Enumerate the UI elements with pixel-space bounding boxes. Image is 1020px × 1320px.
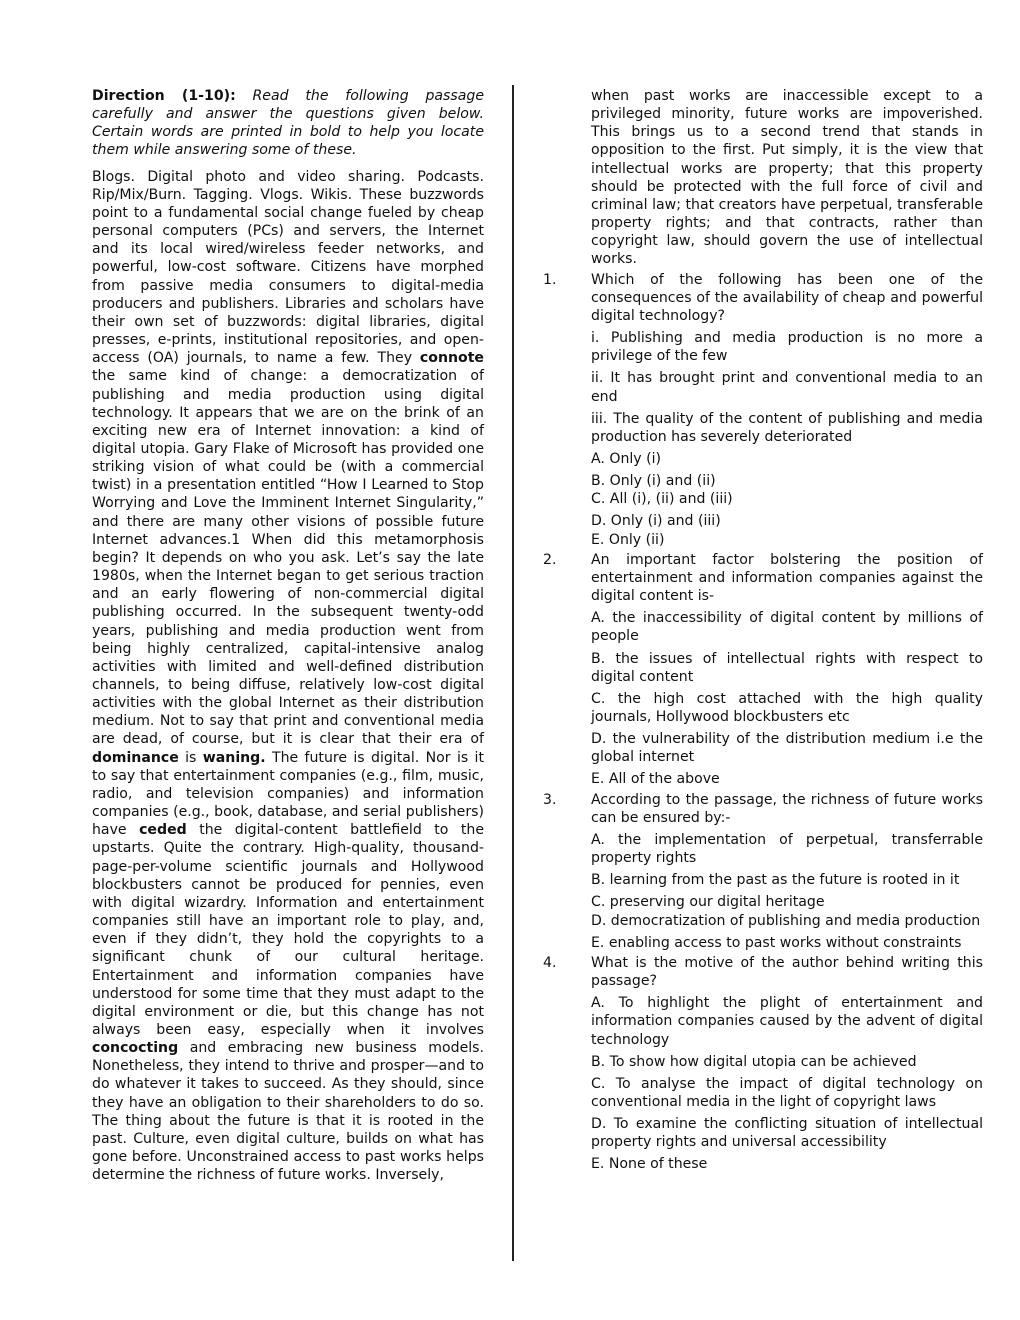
passage-text: and embracing new business models. Nonetheless, they intend to thrive and prosper—and to do whatever it takes to succeed. As they should, since they have an obligation to their shareholders to do so. The thing about the future is that it is rooted in the past. Culture, even digital culture, builds on what has gone before. Unconstrained access to past works helps determine the richness of future works. Inversely,	[92, 1040, 484, 1184]
answer-option-a[interactable]: A. To highlight the plight of entertainment and information companies caused by the advent of digital technology	[591, 995, 983, 1048]
bold-keyword: concocting	[92, 1040, 179, 1057]
question-statement: ii. It has brought print and conventional media to an end	[591, 370, 983, 405]
answer-option-c[interactable]: C. To analyse the impact of digital technology on conventional media in the light of copyright laws	[591, 1075, 983, 1110]
answer-option-e[interactable]: E. enabling access to past works without constraints	[591, 934, 962, 951]
bold-keyword: connote	[419, 350, 484, 367]
column-divider	[512, 85, 514, 1261]
bold-keyword: dominance	[92, 749, 179, 766]
question-text: What is the motive of the author behind writing this passage?	[591, 954, 983, 990]
answer-option-d[interactable]: D. Only (i) and (iii)	[591, 513, 721, 530]
passage-column	[92, 87, 484, 1184]
answer-option-b[interactable]: B. the issues of intellectual rights with respect to digital content	[591, 650, 983, 685]
answer-option-a[interactable]: A. the implementation of perpetual, transferrable property rights	[591, 831, 983, 867]
question-list	[543, 271, 983, 1174]
bold-keyword: waning.	[202, 749, 266, 766]
answer-option-c[interactable]: C. preserving our digital heritage	[591, 894, 825, 911]
question-1	[543, 271, 983, 549]
question-text: Which of the following has been one of the consequences of the availability of cheap and powerful digital technology?	[591, 271, 983, 324]
passage-continuation: when past works are inaccessible except to a privileged minority, future works are impoverished. This brings us to a second trend that stands in opposition to the first. Put simply, it is the view that intellectual works are property; that this property should be protected with the full force of civil and criminal law; that creators have perpetual, transferable property rights; and that contracts, rather than copyright law, should govern the use of intellectual works.	[591, 88, 983, 268]
direction-instructions	[92, 87, 484, 160]
answer-option-d[interactable]: D. the vulnerability of the distribution medium i.e the global internet	[591, 731, 983, 766]
answer-option-e[interactable]: E. None of these	[591, 1156, 708, 1173]
question-4	[543, 954, 983, 1174]
bold-keyword: ceded	[139, 822, 187, 839]
question-number: 4.	[543, 954, 557, 971]
passage-text: Blogs. Digital photo and video sharing. Podcasts. Rip/Mix/Burn. Tagging. Vlogs. Wikis. These buzzwords point to a fundamental social change fueled by cheap personal computers (PCs) and servers, the Internet and its local wired/wireless feeder networks, and powerful, low-cost software. Citizens have morphed from passive media consumers to digital-media producers and publishers. Libraries and scholars have their own set of buzzwords: digital libraries, digital presses, e-prints, institutional repositories, and open-access (OA) journals, to name a few. They	[92, 168, 484, 367]
passage-text: is	[178, 749, 203, 766]
question-statement: i. Publishing and media production is no more a privilege of the few	[591, 330, 983, 365]
question-number: 3.	[543, 791, 557, 808]
answer-option-c[interactable]: C. the high cost attached with the high quality journals, Hollywood blockbusters etc	[591, 690, 983, 725]
answer-option-e[interactable]: E. Only (ii)	[591, 531, 665, 548]
question-3	[543, 791, 983, 952]
question-2	[543, 551, 983, 789]
answer-option-e[interactable]: E. All of the above	[591, 771, 720, 788]
direction-label: Direction (1-10):	[92, 88, 236, 104]
questions-column	[543, 87, 983, 1174]
answer-option-d[interactable]: D. To examine the conflicting situation of intellectual property rights and universal accessibility	[591, 1116, 983, 1151]
passage-text: the digital-content battlefield to the upstarts. Quite the contrary. High-quality, thousand-page-per-volume scientific journals and Hollywood blockbusters cannot be produced for pennies, even with digital wizardry. Information and entertainment companies still have an important role to play, and, even if they didn’t, they hold the copyrights to a significant chunk of our cultural heritage. Entertainment and information companies have understood for some time that they must adapt to the digital environment or die, but this change has not always been easy, especially when it involves	[92, 822, 484, 1038]
answer-option-d[interactable]: D. democratization of publishing and media production	[591, 912, 981, 929]
answer-option-a[interactable]: A. Only (i)	[591, 450, 662, 467]
answer-option-b[interactable]: B. learning from the past as the future is rooted in it	[591, 872, 960, 889]
question-text: According to the passage, the richness of future works can be ensured by:-	[591, 791, 983, 826]
answer-option-c[interactable]: C. All (i), (ii) and (iii)	[591, 491, 733, 508]
answer-option-b[interactable]: B. Only (i) and (ii)	[591, 473, 716, 490]
answer-option-b[interactable]: B. To show how digital utopia can be achieved	[591, 1053, 917, 1070]
question-text: An important factor bolstering the position of entertainment and information companies against the digital content is-	[591, 551, 983, 605]
question-number: 1.	[543, 271, 557, 288]
passage-text: the same kind of change: a democratization of publishing and media production using digital technology. It appears that we are on the brink of an exciting new era of Internet innovation: a kind of digital utopia. Gary Flake of Microsoft has provided one striking vision of what could be (with a commercial twist) in a presentation entitled “How I Learned to Stop Worrying and Love the Imminent Internet Singularity,” and there are many other visions of possible future Internet advances.1 When did this metamorphosis begin? It depends on who you ask. Let’s say the late 1980s, when the Internet began to get serious traction and an early flowering of non-commercial digital publishing occurred. In the subsequent twenty-odd years, publishing and media production went from being highly centralized, capital-intensive analog activities with limited and well-defined distribution channels, to being diffuse, relatively low-cost digital activities with the global Internet as their distribution medium. Not to say that print and conventional media are dead, of course, but it is clear that their era of	[92, 368, 484, 748]
question-number: 2.	[543, 551, 557, 568]
direction-text: Read the following passage carefully and answer the questions given below. Certain words are printed in bold to help you locate them while answering some of these.	[92, 88, 484, 159]
question-statement: iii. The quality of the content of publishing and media production has severely deteriorated	[591, 410, 983, 445]
passage-body	[92, 168, 484, 1185]
passage-text: The future is digital. Nor is it to say that entertainment companies (e.g., film, music, radio, and television companies) and information companies (e.g., book, database, and serial publishers) have	[92, 749, 484, 839]
answer-option-a[interactable]: A. the inaccessibility of digital content by millions of people	[591, 610, 983, 645]
